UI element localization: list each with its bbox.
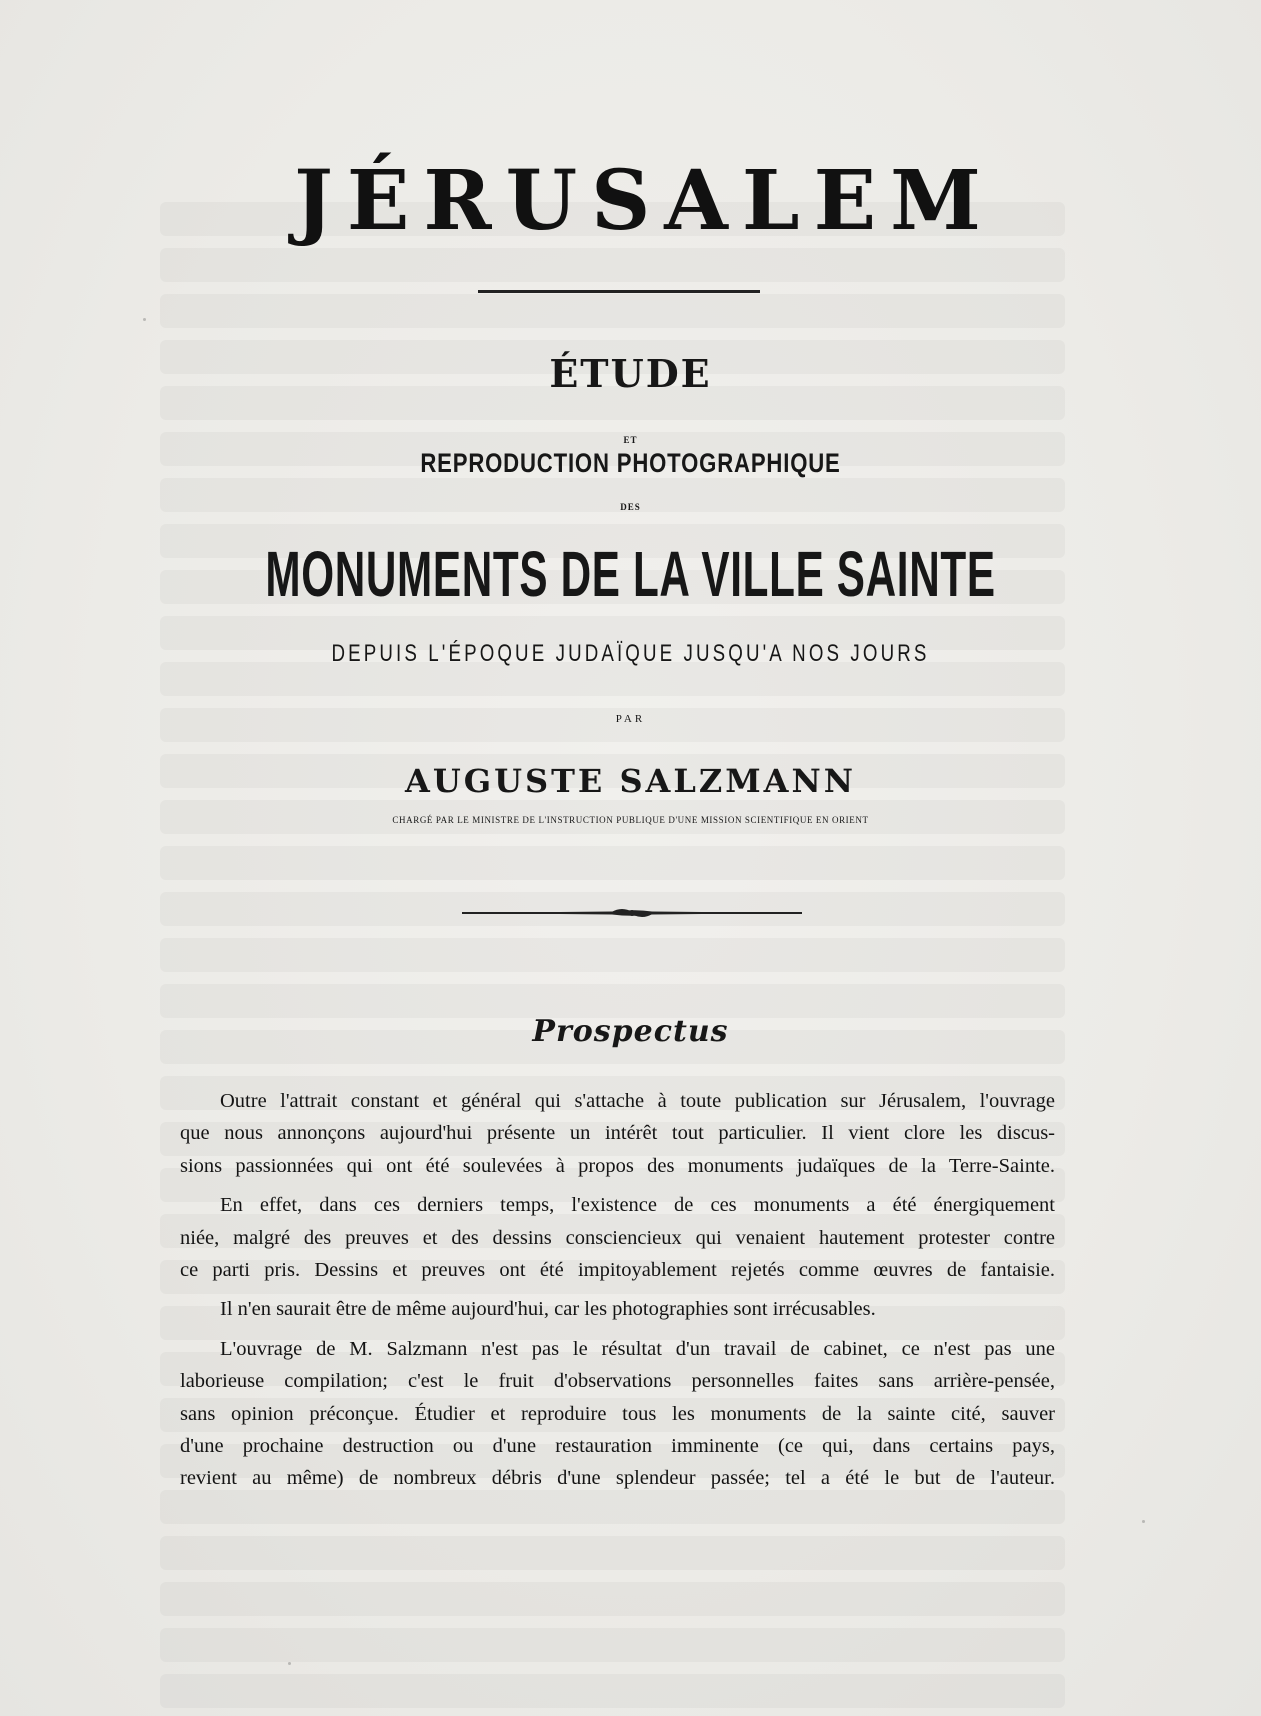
text-line: En effet, dans ces derniers temps, l'existence de ces monuments a été énergiquement — [220, 1194, 1055, 1217]
paragraph — [180, 1085, 1055, 1182]
author-name: AUGUSTE SALZMANN — [405, 762, 856, 800]
paragraph — [180, 1293, 1055, 1325]
text-line: que nous annonçons aujourd'hui présente un intérêt tout particulier. Il vient clore les discus- — [180, 1122, 1055, 1145]
text-line: sans opinion préconçue. Étudier et reproduire tous les monuments de la sainte cité, sauver — [180, 1402, 1055, 1425]
prospectus-body — [180, 1085, 1055, 1495]
subtitle-period: DEPUIS L'ÉPOQUE JUDAÏQUE JUSQU'A NOS JOURS — [331, 640, 930, 667]
document-title: JÉRUSALEM — [294, 153, 995, 249]
paragraph — [180, 1333, 1055, 1495]
paragraph — [180, 1189, 1055, 1286]
paper-speck — [288, 1662, 291, 1665]
section-title: Prospectus — [532, 1014, 729, 1049]
text-line: d'une prochaine destruction ou d'une restauration imminente (ce qui, dans certains pays, — [180, 1435, 1055, 1458]
preposition-des: DES — [620, 502, 641, 512]
ornamental-divider — [462, 905, 802, 921]
byline-par: PAR — [615, 713, 646, 725]
paper-speck — [143, 318, 146, 321]
paper-speck — [1142, 1520, 1145, 1523]
text-line: revient au même) de nombreux débris d'une splendeur passée; tel a été le but de l'auteur. — [180, 1467, 1055, 1490]
subtitle-etude: ÉTUDE — [549, 351, 712, 396]
subtitle-monuments: MONUMENTS DE LA VILLE SAINTE — [265, 538, 996, 610]
title-underline — [478, 290, 760, 293]
text-line: L'ouvrage de M. Salzmann n'est pas le résultat d'un travail de cabinet, ce n'est pas une — [220, 1337, 1055, 1360]
text-line: ce parti pris. Dessins et preuves ont été impitoyablement rejetés comme œuvres de fantaisie. — [180, 1259, 1055, 1282]
subtitle-reproduction: REPRODUCTION PHOTOGRAPHIQUE — [420, 448, 841, 478]
text-line: Outre l'attrait constant et général qui s'attache à toute publication sur Jérusalem, l'ouvrage — [220, 1090, 1055, 1112]
conjunction-et: ET — [623, 435, 638, 445]
text-line: sions passionnées qui ont été soulevées à propos des monuments judaïques de la Terre-Sainte. — [180, 1154, 1055, 1177]
text-line: niée, malgré des preuves et des dessins consciencieux qui venaient hautement protester contre — [180, 1226, 1055, 1249]
author-mission: CHARGÉ PAR LE MINISTRE DE L'INSTRUCTION PUBLIQUE D'UNE MISSION SCIENTIFIQUE EN ORIENT — [392, 815, 869, 825]
text-line: laborieuse compilation; c'est le fruit d'observations personnelles faites sans arrière-pensée, — [180, 1370, 1055, 1393]
text-line: Il n'en saurait être de même aujourd'hui, car les photographies sont irrécusables. — [220, 1298, 876, 1321]
